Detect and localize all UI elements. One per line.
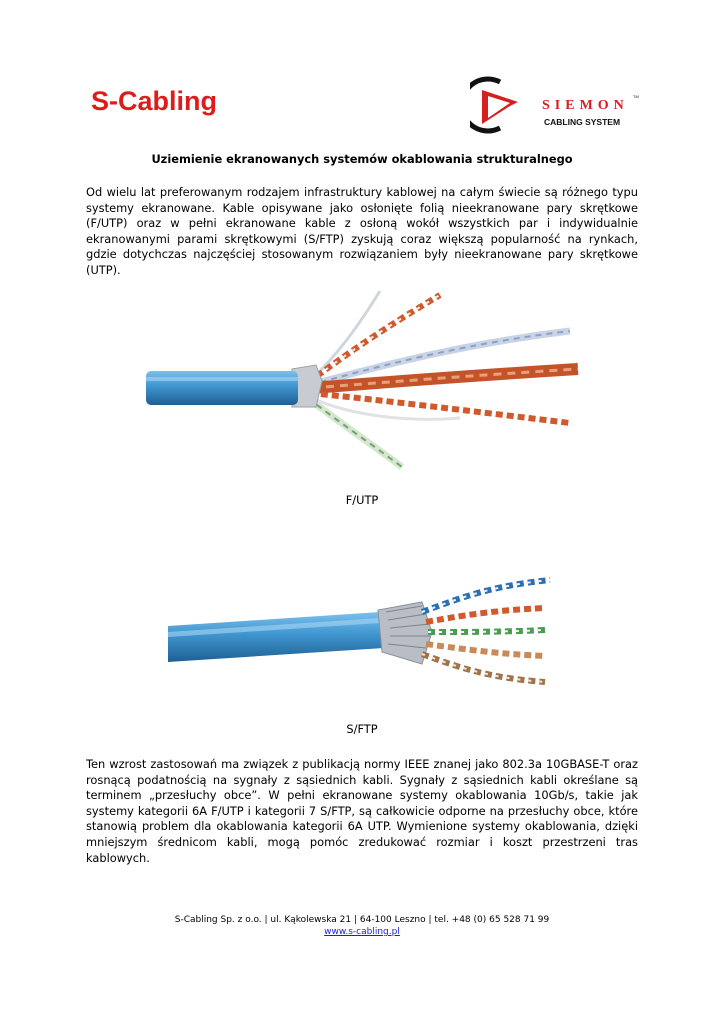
futp-cable-image <box>140 283 588 475</box>
footer-address: S-Cabling Sp. z o.o. | ul. Kąkolewska 21 | 64-100 Leszno | tel. +48 (0) 65 528 71 99 <box>174 915 550 925</box>
document-title: Uziemienie ekranowanych systemów okablowania strukturalnego <box>151 152 573 166</box>
website-link[interactable]: www.s-cabling.pl <box>324 927 400 937</box>
siemon-logo <box>470 76 648 134</box>
logo-tagline: CABLING SYSTEM <box>544 117 621 127</box>
body-paragraph: Ten wzrost zastosowań ma związek z publikacją normy IEEE znanej jako 802.3a 10GBASE-T oraz rosnącą podatnością na sygnały z sąsiednich kabli. Sygnały z sąsiednich kabli określane są terminem „przesłuchy obce”. W pełni ekranowane systemy okablowania 10Gb/s, takie jak systemy kategorii 6A F/UTP i kategorii 7 S/FTP, są całkowicie odporne na przesłuchy obce, które stanowią problem dla okablowania kategorii 6A UTP. Wymienione systemy okablowania, dzięki mniejszym średnicom kabli, mogą pomóc zredukować rozmiar i koszt przestrzeni tras kablowych. <box>86 757 638 865</box>
logo-wordmark: SIEMON <box>542 98 629 113</box>
sftp-caption: S/FTP <box>346 722 378 736</box>
brand-title: S-Cabling <box>91 86 217 116</box>
page-footer <box>86 914 638 938</box>
sftp-cable-image <box>160 568 560 696</box>
futp-caption: F/UTP <box>345 493 379 507</box>
logo-trademark: TM <box>633 94 639 99</box>
intro-paragraph: Od wielu lat preferowanym rodzajem infrastruktury kablowej na całym świecie są różnego typu systemy ekranowane. Kable opisywane jako osłonięte folią nieekranowane pary skrętkowe (F/UTP) oraz w pełni ekranowane kable z osłoną wokół wszystkich par i indywidualnie ekranowanymi parami skrętkowymi (S/FTP) zyskują coraz większą popularność na rynkach, gdzie dotychczas najczęściej stosowanym rozwiązaniem były nieekranowane pary skrętkowe (UTP). <box>86 185 638 277</box>
